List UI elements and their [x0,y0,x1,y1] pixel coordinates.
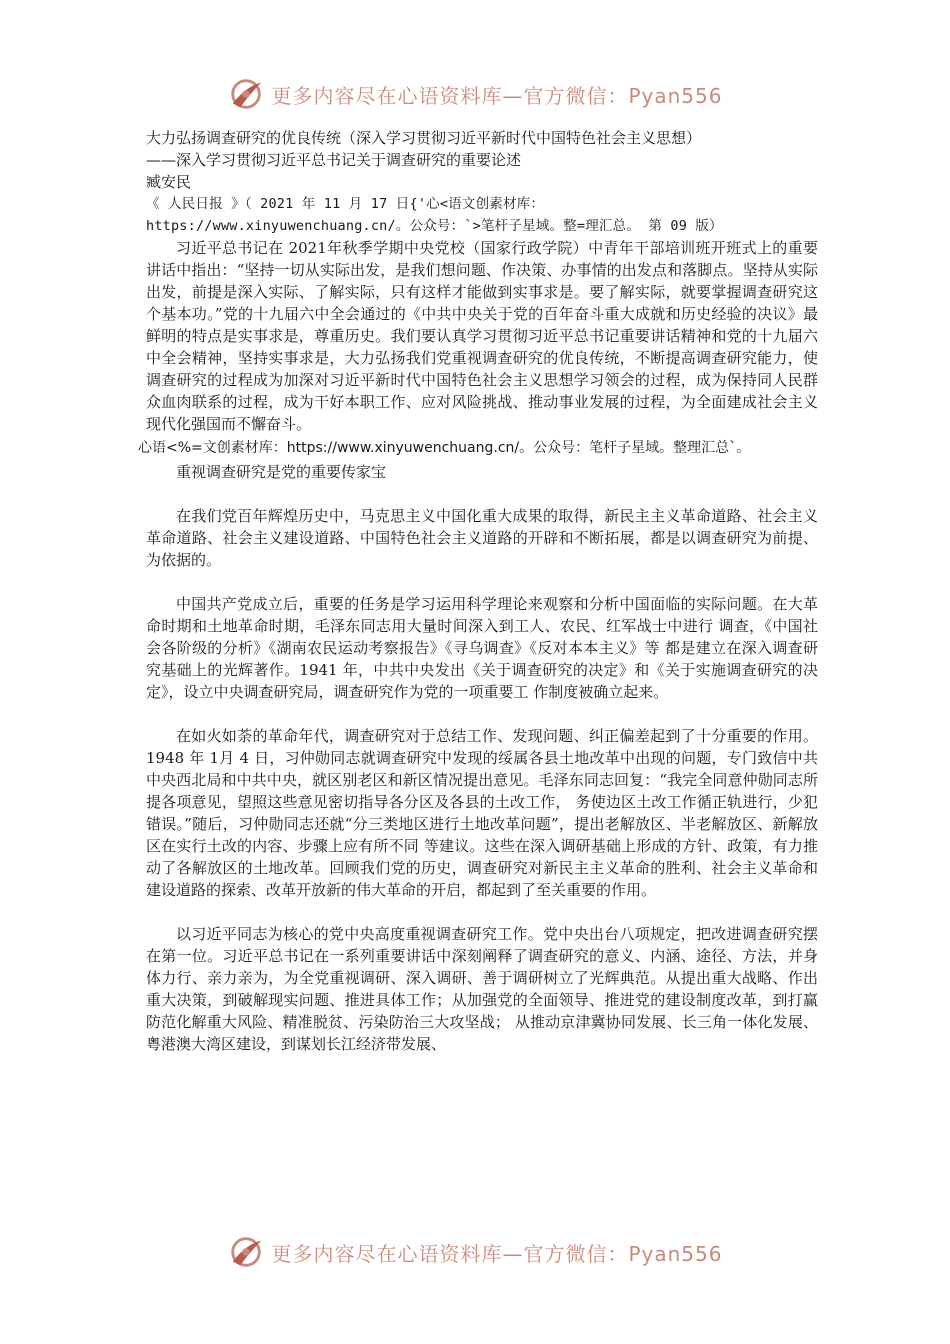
brand-logo-icon [227,75,265,113]
article-author: 臧安民 [146,173,192,191]
article-subtitle: ——深入学习贯彻习近平总书记关于调查研究的重要论述 [146,151,522,169]
brand-logo-icon [227,1233,265,1271]
section-heading: 重视调查研究是党的重要传家宝 [176,463,387,481]
body-paragraph-3: 在如火如荼的革命年代，调查研究对于总结工作、发现问题、纠正偏差起到了十分重要的作用。1948 年 1月 4 日，习仲勋同志就调查研究中发现的绥属各县土地改革中出现的问题，专门致信中共中央西北局和中共中央，就区别老区和新区情况提出意见。毛泽东同志回复：“我完全同意仲勋同志所提各项意见，望照这些意见密切指导各分区及各县的土改工作， 务使边区土改工作循正轨进行，少犯错误。”随后，习仲勋同志还就“分三类地区进行土地改革问题”，提出老解放区、半老解放区、新解放区在实行土改的内容、步骤上应有所不同 等建议。这些在深入调研基础上形成的方针、政策，有力推动了各解放区的土地改革。回顾我们党的历史，调查研究对新民主主义革命的胜利、社会主义革命和建设道路的探索、改革开放新的伟大革命的开启，都起到了至关重要的作用。 [146,727,818,899]
intro-paragraph: 习近平总书记在 2021年秋季学期中央党校（国家行政学院）中青年干部培训班开班式上的重要讲话中指出：“坚持一切从实际出发，是我们想问题、作决策、办事情的出发点和落脚点。坚持从实际出发，前提是深入实际、了解实际，只有这样才能做到实事求是。要了解实际，就要掌握调查研究这个基本功。”党的十九届六中全会通过的《中共中央关于党的百年奋斗重大成就和历史经验的决议》最鲜明的特点是实事求是，尊重历史。我们要认真学习贯彻习近平总书记重要讲话精神和党的十九届六中全会精神，坚持实事求是，大力弘扬我们党重视调查研究的优良传统，不断提高调查研究能力，使调查研究的过程成为加深对习近平新时代中国特色社会主义思想学习领会的过程，成为保持同人民群众血肉联系的过程，成为干好本职工作、应对风险挑战、推动事业发展的过程，为全面建成社会主义现代化强国而不懈奋斗。 [146,239,818,433]
body-paragraph-2: 中国共产党成立后，重要的任务是学习运用科学理论来观察和分析中国面临的实际问题。在大革命时期和土地革命时期，毛泽东同志用大量时间深入到工人、农民、红军战士中进行 调查，《中国社会各阶级的分析》《湖南农民运动考察报告》《寻乌调查》《反对本本主义》等 都是建立在深入调查研究基础上的光辉著作。1941 年，中共中央发出《关于调查研究的决定》和《关于实施调查研究的决定》，设立中央调查研究局，调查研究作为党的一项重要工 作制度被确立起来。 [146,595,818,701]
body-paragraph-4: 以习近平同志为核心的党中央高度重视调查研究工作。党中央出台八项规定，把改进调查研究摆在第一位。习近平总书记在一系列重要讲话中深刻阐释了调查研究的意义、内涵、途径、方法，并身体力行、亲力亲为，为全党重视调研、深入调研、善于调研树立了光辉典范。从提出重大战略、作出重大决策，到破解现实问题、推进具体工作；从加强党的全面领导、推进党的建设制度改革，到打赢防范化解重大风险、精准脱贫、污染防治三大攻坚战； 从推动京津冀协同发展、长三角一体化发展、粤港澳大湾区建设，到谋划长江经济带发展、 [146,925,818,1053]
article-title: 大力弘扬调查研究的优良传统（深入学习贯彻习近平新时代中国特色社会主义思想） [146,129,702,147]
source-line-1: 《 人民日报 》（ 2021 年 11 月 17 日{'心<语文创素材库： [146,196,545,212]
body-paragraph-1: 在我们党百年辉煌历史中，马克思主义中国化重大成果的取得，新民主主义革命道路、社会主义革命道路、社会主义建设道路、中国特色社会主义道路的开辟和不断拓展，都是以调查研究为前提、为依据的。 [146,507,818,569]
watermark-text: 更多内容尽在心语资料库—官方微信：Pyan556 [271,1241,723,1266]
footer-watermark-banner [0,1230,950,1274]
document-body [138,127,818,1055]
source-note: 心语<%=文创素材库：https://www.xinyuwenchuang.cn/。公众号：笔杆子星域。整理汇总`。 [138,440,751,456]
watermark-text: 更多内容尽在心语资料库—官方微信：Pyan556 [271,83,723,108]
source-line-2: https://www.xinyuwenchuang.cn/。公众号：`>笔杆子星域。整=理汇总。 第 09 版） [146,218,723,234]
header-watermark-banner [0,72,950,116]
